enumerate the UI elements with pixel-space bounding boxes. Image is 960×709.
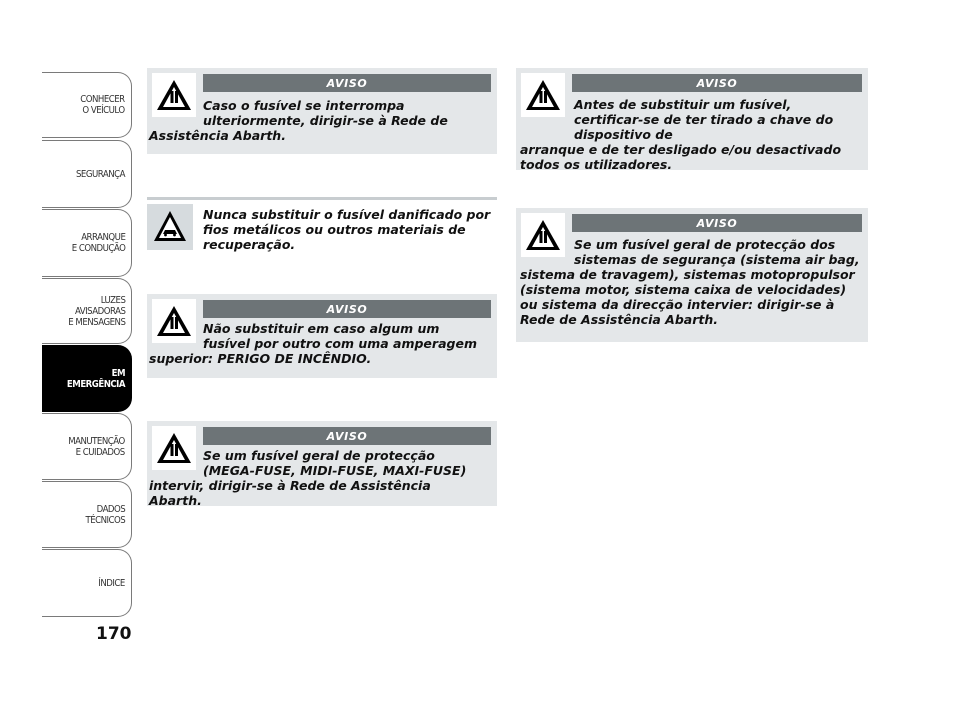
nav-tab-dados-tecnicos[interactable] xyxy=(42,481,132,548)
warning-box-safety-systems xyxy=(516,208,868,342)
nav-tab-label: DADOS TÉCNICOS xyxy=(85,503,125,526)
warning-header: AVISO xyxy=(203,427,491,445)
warning-text-first: Se um fusível geral de protecção dos sistemas de segurança (sistema air bag, xyxy=(574,237,860,267)
warning-text-rest: superior: PERIGO DE INCÊNDIO. xyxy=(149,351,372,366)
nav-tab-conhecer-o-veiculo[interactable] xyxy=(42,72,132,138)
warning-box-no-higher-amperage xyxy=(147,294,497,378)
warning-text xyxy=(149,321,487,366)
warning-text-first: Não substituir em caso algum um fusível por outro com uma amperagem xyxy=(203,321,477,351)
warning-text xyxy=(149,98,487,143)
page-number: 170 xyxy=(96,624,132,644)
nav-tab-manutencao-e-cuidados[interactable] xyxy=(42,413,132,480)
warning-text-first: Antes de substituir um fusível, certificar-se de ter tirado a chave do dispositivo de xyxy=(574,97,834,142)
nav-tab-seguranca[interactable] xyxy=(42,140,132,208)
nav-tab-indice[interactable] xyxy=(42,549,132,617)
environment-text: Nunca substituir o fusível danificado por fios metálicos ou outros materiais de recuperação. xyxy=(203,207,491,252)
nav-tab-label: ÍNDICE xyxy=(98,577,125,589)
nav-tab-luzes-avisadoras[interactable] xyxy=(42,278,132,344)
warning-text-first: Se um fusível geral de protecção (MEGA-FUSE, MIDI-FUSE, MAXI-FUSE) xyxy=(203,448,467,478)
warning-text xyxy=(520,97,862,172)
warning-header: AVISO xyxy=(572,214,862,232)
warning-text-rest: Assistência Abarth. xyxy=(149,128,286,143)
warning-header: AVISO xyxy=(572,74,862,92)
warning-header: AVISO xyxy=(203,74,491,92)
warning-box-fuse-interrupts xyxy=(147,68,497,154)
warning-text-first: Caso o fusível se interrompa ulteriormente, dirigir-se à Rede de xyxy=(203,98,448,128)
warning-text xyxy=(149,448,487,508)
warning-text-rest: arranque e de ter desligado e/ou desactivado todos os utilizadores. xyxy=(520,142,842,172)
environment-note xyxy=(147,200,497,262)
nav-tab-label: LUZES AVISADORAS E MENSAGENS xyxy=(67,294,125,328)
nav-tab-label: EM EMERGÊNCIA xyxy=(66,367,125,390)
nav-tab-label: ARRANQUE E CONDUÇÃO xyxy=(71,232,125,254)
nav-tab-label: CONHECER O VEÍCULO xyxy=(80,94,125,116)
warning-box-mega-fuse xyxy=(147,421,497,506)
nav-tab-label: SEGURANÇA xyxy=(75,168,125,180)
nav-tab-em-emergencia[interactable] xyxy=(42,345,132,412)
warning-text xyxy=(520,237,862,327)
warning-text-rest: intervir, dirigir-se à Rede de Assistência Abarth. xyxy=(149,478,431,508)
environment-car-icon xyxy=(147,204,193,250)
warning-header: AVISO xyxy=(203,300,491,318)
warning-text-rest: sistema de travagem), sistemas motopropulsor (sistema motor, sistema caixa de velocidades) ou sistema da direcção intervier: dirigir-se à Rede de Assistência Abarth. xyxy=(520,267,855,327)
nav-tab-label: MANUTENÇÃO E CUIDADOS xyxy=(68,435,125,458)
warning-box-remove-key xyxy=(516,68,868,170)
nav-tab-arranque-e-conducao[interactable] xyxy=(42,209,132,277)
